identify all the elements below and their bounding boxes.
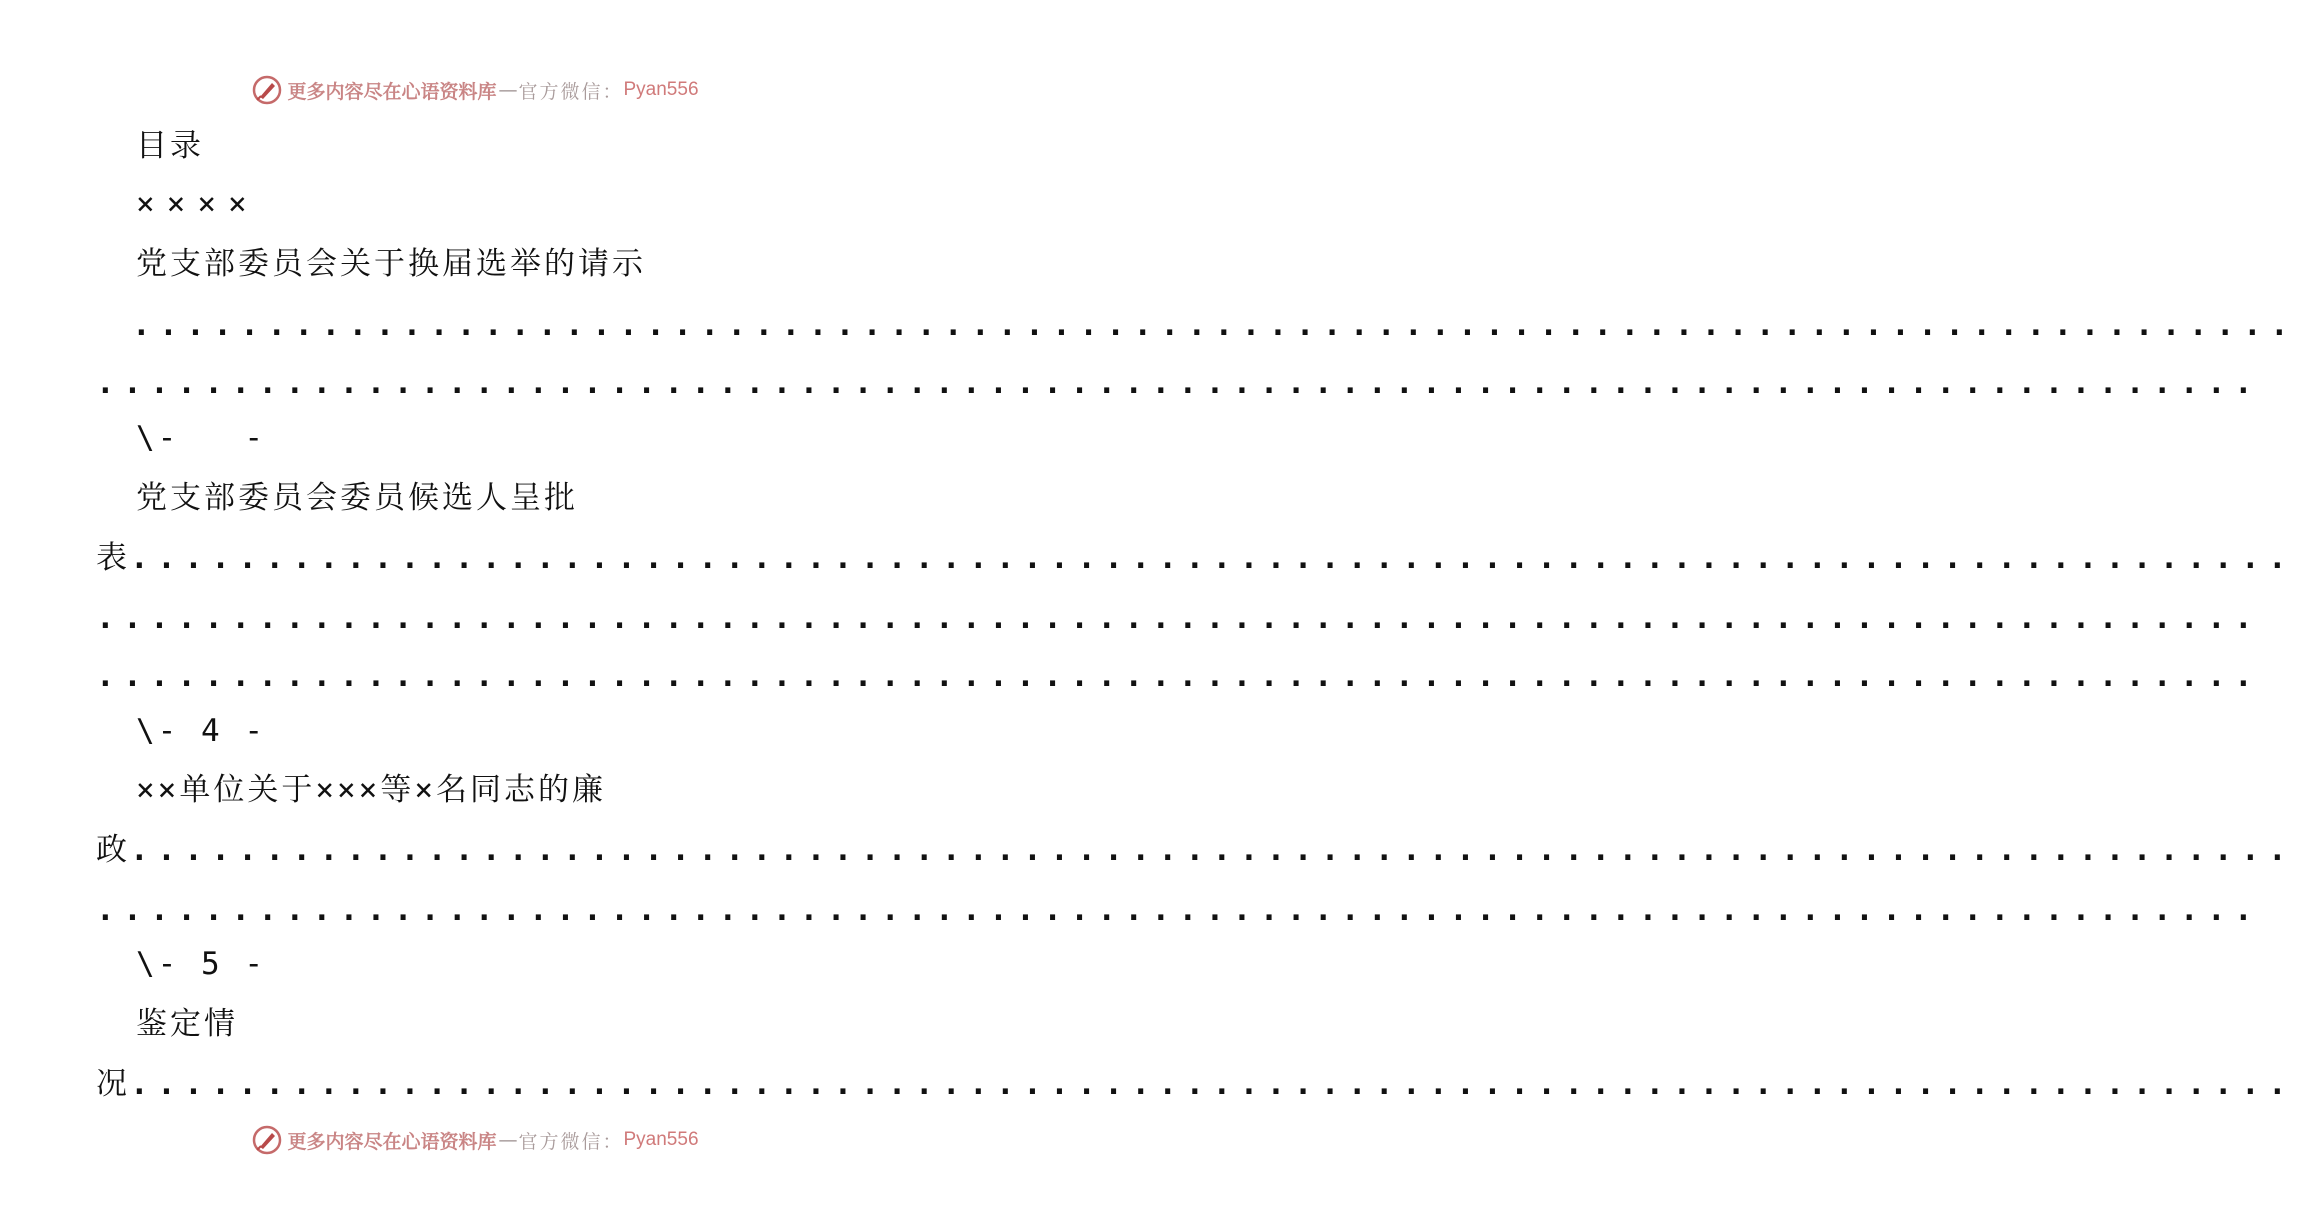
toc-leader-dots: ................................................................................ bbox=[96, 365, 2262, 401]
banner-dash: — bbox=[498, 1129, 517, 1151]
banner-wechat-id: Pyan556 bbox=[623, 79, 699, 100]
toc-item-2-title-end: 表 bbox=[96, 540, 130, 576]
toc-leader-dots: ................................................................................ bbox=[130, 832, 2296, 868]
banner-official-label: 官方微信： bbox=[518, 1130, 624, 1153]
toc-leader-dots: ................................................................................ bbox=[130, 540, 2296, 576]
banner-main-text: 更多内容尽在心语资料库 bbox=[287, 1130, 497, 1153]
banner-main-text: 更多内容尽在心语资料库 bbox=[287, 80, 497, 103]
toc-item-1-page: \- - bbox=[136, 420, 266, 456]
document-title: ×××× bbox=[136, 186, 259, 222]
footer-watermark-banner bbox=[0, 1120, 950, 1160]
toc-leader-dots: ................................................................................ bbox=[96, 658, 2262, 694]
toc-leader-dots: ................................................................................ bbox=[96, 600, 2262, 636]
banner-wechat-id: Pyan556 bbox=[623, 1129, 699, 1150]
banner-dash: — bbox=[498, 79, 517, 101]
toc-item-3-page: \- 5 - bbox=[136, 946, 266, 982]
toc-leader-dots: ................................................................................ bbox=[130, 1066, 2296, 1102]
toc-item-4-title: 鉴定情 bbox=[136, 1006, 238, 1042]
toc-item-3-title-end: 政 bbox=[96, 832, 130, 868]
toc-item-1-title: 党支部委员会关于换届选举的请示 bbox=[136, 246, 646, 282]
pen-logo-icon bbox=[251, 1124, 283, 1156]
banner-official-label: 官方微信： bbox=[518, 80, 624, 103]
toc-item-3-title: ××单位关于×××等×名同志的廉 bbox=[136, 772, 606, 808]
toc-leader-dots: ................................................................................ bbox=[132, 307, 2297, 343]
toc-item-2-page: \- 4 - bbox=[136, 713, 266, 749]
toc-heading: 目录 bbox=[136, 128, 204, 164]
toc-item-4-title-end: 况 bbox=[96, 1066, 130, 1102]
toc-item-2-title: 党支部委员会委员候选人呈批 bbox=[136, 480, 578, 516]
toc-leader-dots: ................................................................................ bbox=[96, 892, 2262, 928]
